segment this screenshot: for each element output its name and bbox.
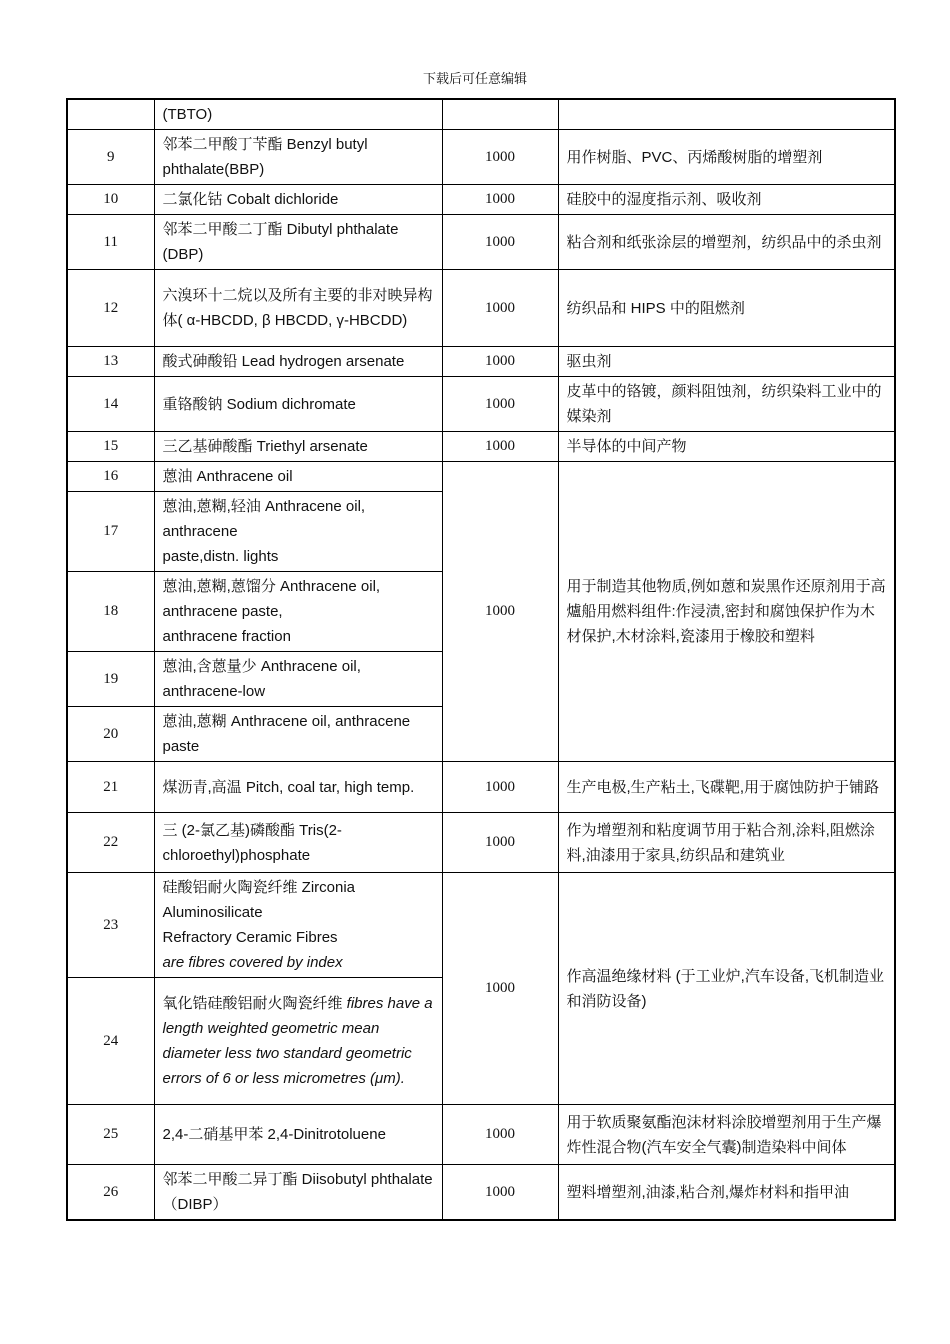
- usage-text: 用作树脂、PVC、丙烯酸树脂的增塑剂: [558, 130, 895, 185]
- substance-name-cn: 氧化锆硅酸铝耐火陶瓷纤维: [162, 995, 347, 1012]
- usage-text: 用于软质聚氨酯泡沫材料涂胶增塑剂用于生产爆炸性混合物(汽车安全气囊)制造染料中间体: [558, 1105, 895, 1165]
- table-row: [67, 462, 895, 492]
- limit-value: 1000: [442, 1165, 558, 1221]
- table-row: [67, 1165, 895, 1221]
- table-row: [67, 432, 895, 462]
- substance-name: (TBTO): [154, 99, 442, 130]
- substance-name: 蒽油 Anthracene oil: [154, 462, 442, 492]
- limit-value: 1000: [442, 377, 558, 432]
- limit-value: 1000: [442, 185, 558, 215]
- substance-name-note: fibres have a length weighted geometric mean diameter less two standard geometric errors of 6 or less micrometres (μm).: [162, 995, 433, 1087]
- substance-name: 二氯化钴 Cobalt dichloride: [154, 185, 442, 215]
- limit-value: 1000: [442, 432, 558, 462]
- row-number: 12: [67, 270, 154, 347]
- row-number: 26: [67, 1165, 154, 1221]
- usage-text: 硅胶中的湿度指示剂、吸收剂: [558, 185, 895, 215]
- substance-name: [154, 572, 442, 652]
- row-number: 24: [67, 978, 154, 1105]
- usage-text: 塑料增塑剂,油漆,粘合剂,爆炸材料和指甲油: [558, 1165, 895, 1221]
- usage-text: 皮革中的铬镀，颜料阻蚀剂，纺织染料工业中的媒染剂: [558, 377, 895, 432]
- row-number: 17: [67, 492, 154, 572]
- substance-name: 邻苯二甲酸二丁酯 Dibutyl phthalate (DBP): [154, 215, 442, 270]
- limit-value: 1000: [442, 270, 558, 347]
- row-number: 13: [67, 347, 154, 377]
- row-number: [67, 99, 154, 130]
- row-number: 23: [67, 873, 154, 978]
- table-row: [67, 813, 895, 873]
- usage-text: 生产电极,生产粘土,飞碟靶,用于腐蚀防护于铺路: [558, 762, 895, 813]
- limit-value: 1000: [442, 813, 558, 873]
- usage-text: 驱虫剂: [558, 347, 895, 377]
- substance-name: 2,4-二硝基甲苯 2,4-Dinitrotoluene: [154, 1105, 442, 1165]
- table-row: [67, 762, 895, 813]
- substance-name-line: are fibres covered by index: [162, 954, 343, 971]
- substance-name-line: anthracene fraction: [162, 628, 291, 645]
- usage-text: 半导体的中间产物: [558, 432, 895, 462]
- page-header: 下载后可任意编辑: [422, 72, 527, 87]
- row-number: 18: [67, 572, 154, 652]
- limit-value: 1000: [442, 1105, 558, 1165]
- substance-name: 蒽油,含蒽量少 Anthracene oil, anthracene-low: [154, 652, 442, 707]
- substance-name: 蒽油,蒽糊 Anthracene oil, anthracene paste: [154, 707, 442, 762]
- substance-name: [154, 978, 442, 1105]
- row-number: 14: [67, 377, 154, 432]
- table-row: [67, 130, 895, 185]
- limit-value: [442, 99, 558, 130]
- table-row: [67, 377, 895, 432]
- row-number: 21: [67, 762, 154, 813]
- row-number: 20: [67, 707, 154, 762]
- substance-name: 三 (2-氯乙基)磷酸酯 Tris(2-chloroethyl)phosphate: [154, 813, 442, 873]
- limit-value: 1000: [442, 215, 558, 270]
- table-row: [67, 215, 895, 270]
- usage-text: 用于制造其他物质,例如蒽和炭黑作还原剂用于高爐船用燃料组件:作浸渍,密封和腐蚀保护作为木材保护,木材涂料,瓷漆用于橡胶和塑料: [558, 462, 895, 762]
- row-number: 16: [67, 462, 154, 492]
- table-row: [67, 99, 895, 130]
- table-row: [67, 185, 895, 215]
- limit-value: 1000: [442, 347, 558, 377]
- substance-name: 邻苯二甲酸丁苄酯 Benzyl butyl phthalate(BBP): [154, 130, 442, 185]
- substance-name-line: paste,distn. lights: [162, 548, 279, 565]
- substance-name-line: 蒽油,蒽糊,轻油 Anthracene oil, anthracene: [162, 498, 366, 540]
- substance-name: 重铬酸钠 Sodium dichromate: [154, 377, 442, 432]
- substance-name: 三乙基砷酸酯 Triethyl arsenate: [154, 432, 442, 462]
- substance-name: 六溴环十二烷以及所有主要的非对映异构体( α-HBCDD, β HBCDD, γ-HBCDD): [154, 270, 442, 347]
- row-number: 11: [67, 215, 154, 270]
- row-number: 15: [67, 432, 154, 462]
- substance-name: 煤沥青,高温 Pitch, coal tar, high temp.: [154, 762, 442, 813]
- row-number: 25: [67, 1105, 154, 1165]
- usage-text: 作为增塑剂和粘度调节用于粘合剂,涂料,阻燃涂料,油漆用于家具,纺织品和建筑业: [558, 813, 895, 873]
- substance-name-line: Refractory Ceramic Fibres: [162, 929, 338, 946]
- substance-name: 酸式砷酸铅 Lead hydrogen arsenate: [154, 347, 442, 377]
- usage-text: 粘合剂和纸张涂层的增塑剂，纺织品中的杀虫剂: [558, 215, 895, 270]
- usage-text: 作高温绝缘材料 (于工业炉,汽车设备,飞机制造业和消防设备): [558, 873, 895, 1105]
- usage-text: 纺织品和 HIPS 中的阻燃剂: [558, 270, 895, 347]
- limit-value: 1000: [442, 873, 558, 1105]
- table-row: [67, 270, 895, 347]
- substance-name: 邻苯二甲酸二异丁酯 Diisobutyl phthalate（DIBP）: [154, 1165, 442, 1221]
- substance-name: [154, 873, 442, 978]
- row-number: 22: [67, 813, 154, 873]
- table-row: [67, 1105, 895, 1165]
- usage-text: [558, 99, 895, 130]
- limit-value: 1000: [442, 762, 558, 813]
- table-row: [67, 347, 895, 377]
- row-number: 9: [67, 130, 154, 185]
- substance-name-line: 蒽油,蒽糊,蒽馏分 Anthracene oil, anthracene paste,: [162, 578, 381, 620]
- limit-value: 1000: [442, 462, 558, 762]
- substance-name-line: 硅酸铝耐火陶瓷纤维 Zirconia Aluminosilicate: [162, 879, 356, 921]
- limit-value: 1000: [442, 130, 558, 185]
- row-number: 19: [67, 652, 154, 707]
- row-number: 10: [67, 185, 154, 215]
- substance-table: [66, 98, 896, 1221]
- substance-name: [154, 492, 442, 572]
- table-row: [67, 873, 895, 978]
